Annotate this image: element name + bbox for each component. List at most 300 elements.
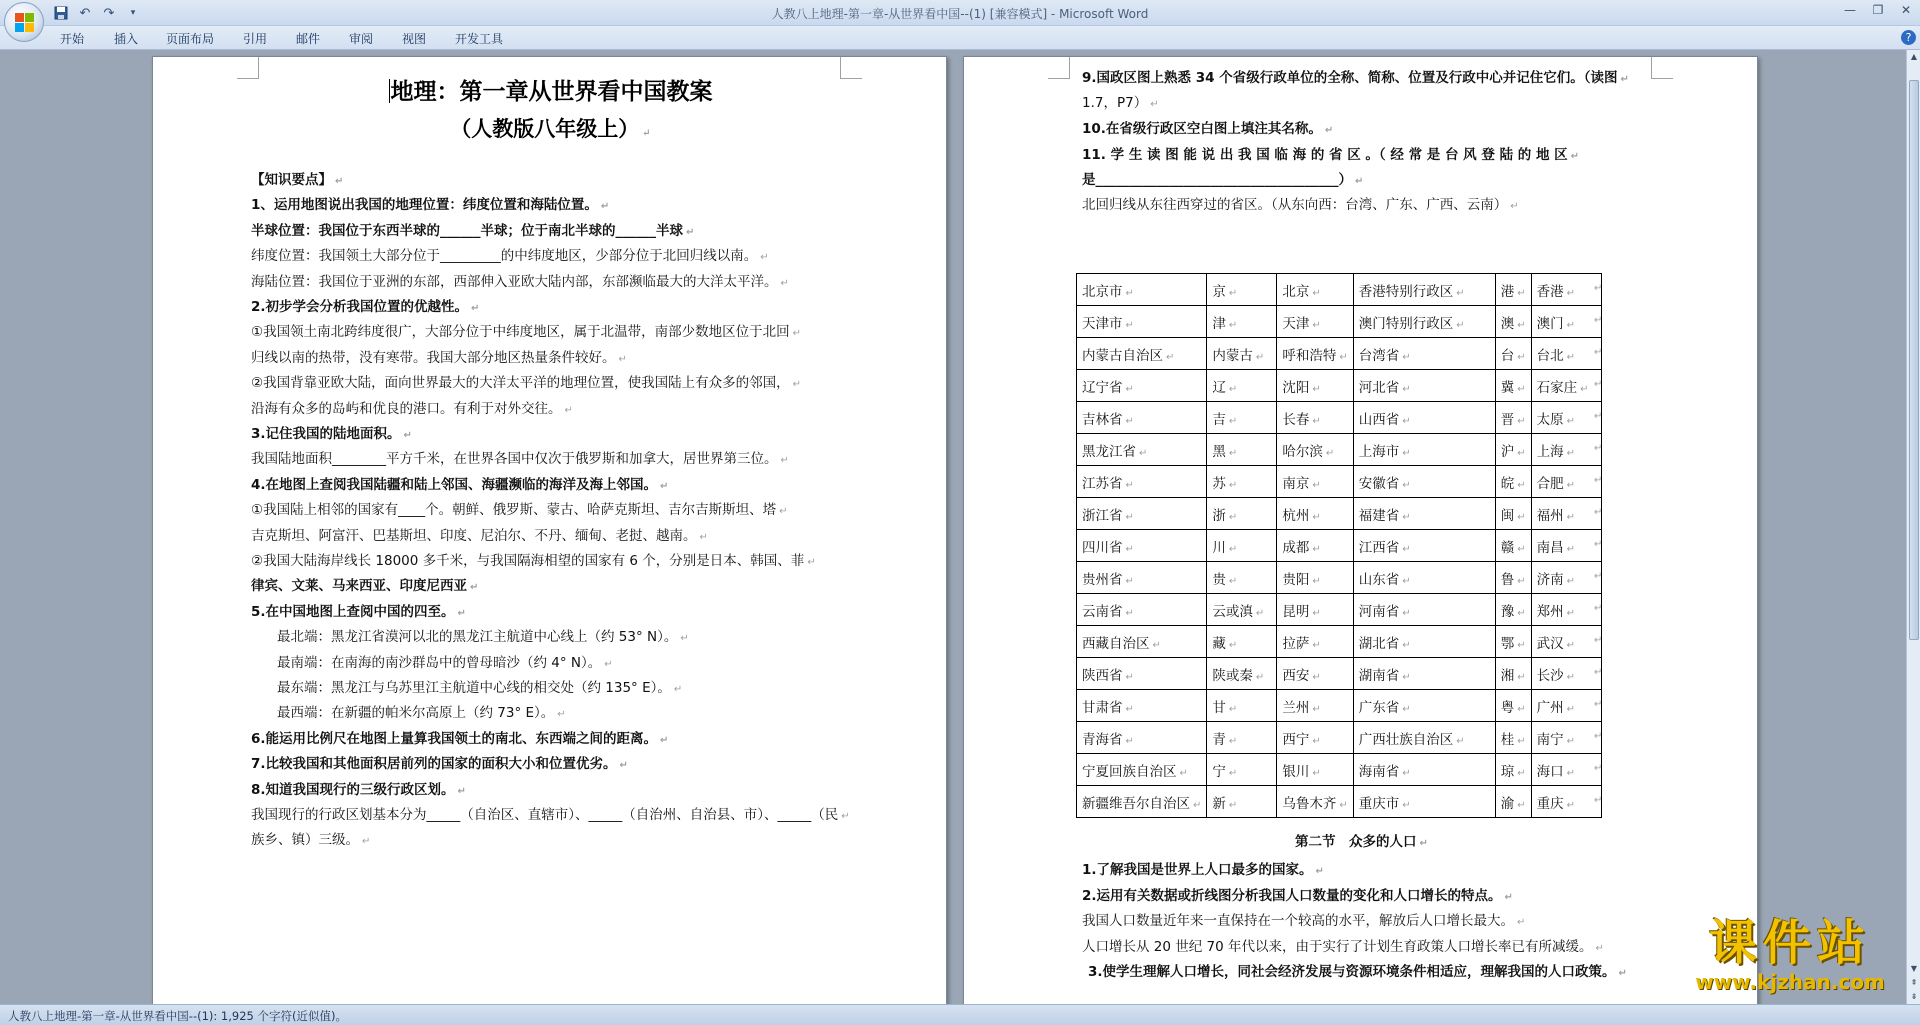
cell-text: 天津 [1282,315,1310,332]
paragraph-mark-icon: ↵ [660,734,669,746]
table-cell [1353,562,1495,594]
cell-mark-icon: ↵ [1517,735,1526,747]
table-cell [1353,306,1495,338]
paragraph-line [1082,861,1324,881]
paragraph-line [1082,146,1579,166]
paragraph-mark-icon: ↵ [1620,74,1629,85]
cell-mark-icon: ↵ [1325,447,1335,459]
help-icon[interactable]: ? [1901,30,1916,45]
table-cell [1277,722,1353,754]
cell-mark-icon: ↵ [1125,479,1134,491]
cell-mark-icon: ↵ [1312,543,1321,555]
cell-text: 南昌 [1536,539,1564,556]
cell-text: 宁 [1212,763,1226,780]
cell-text: 澳门 [1536,315,1564,332]
paragraph-line [251,577,478,597]
status-bar [0,1004,1920,1025]
table-cell [1077,626,1207,658]
table-cell [1495,306,1531,338]
table-cell [1207,530,1277,562]
paragraph-mark-icon: ↵ [619,760,628,772]
paragraph-mark-icon: ↵ [680,633,689,645]
cell-mark-icon: ↵ [1228,799,1238,811]
paragraph-line [251,349,627,369]
cell-mark-icon: ↵ [1402,671,1411,683]
table-cell [1207,466,1277,498]
cell-text: 津 [1212,315,1226,332]
cell-mark-icon: ↵ [1456,735,1465,747]
cell-text: 贵州省 [1082,571,1123,588]
cell-text: 陕或秦 [1212,667,1253,684]
window-controls [1836,0,1920,20]
ribbon-tab-bar [0,26,1920,50]
cell-text: 鄂 [1500,635,1515,652]
paragraph-mark-icon: ↵ [1517,917,1526,928]
cell-mark-icon: ↵ [1517,511,1526,523]
cell-mark-icon: ↵ [1228,479,1238,491]
cell-text: 澳 [1500,315,1515,332]
cell-mark-icon: ↵ [1517,479,1526,491]
paragraph-text: ②我国背靠亚欧大陆，面向世界最大的大洋太平洋的地理位置，使我国陆上有众多的邻国， [251,375,790,392]
paragraph-line [1082,938,1604,958]
cell-text: 银川 [1282,763,1310,780]
table-cell [1207,562,1277,594]
cell-mark-icon: ↵ [1125,543,1134,555]
cell-mark-icon: ↵ [1517,703,1526,715]
table-cell [1353,274,1495,306]
cell-text: 兰州 [1282,699,1310,716]
table-cell [1207,754,1277,786]
cell-text: 辽宁省 [1082,379,1123,396]
table-row [1077,402,1602,434]
table-row [1077,562,1602,594]
table-row [1077,754,1602,786]
vertical-scrollbar[interactable] [1906,50,1920,1004]
table-row [1077,274,1602,306]
cell-text: 浙 [1212,507,1226,524]
paragraph-mark-icon: ↵ [470,582,479,594]
tab-home[interactable]: 开始 [60,32,85,46]
paragraph-line [251,501,788,521]
maximize-icon[interactable]: ❐ [1872,3,1884,17]
table-cell [1277,402,1353,434]
cell-mark-icon: ↵ [1312,415,1321,427]
paragraph-text: 11. 学 生 读 图 能 说 出 我 国 临 海 的 省 区 。（ 经 常 是 台 风 登 陆 的 地 区 [1082,147,1568,163]
paragraph-mark-icon: ↵ [780,277,789,289]
paragraph-line [251,755,628,775]
paragraph-mark-icon: ↵ [471,303,480,314]
cell-mark-icon: ↵ [1312,639,1321,651]
paragraph-line [1082,171,1363,191]
cell-mark-icon: ↵ [1517,287,1526,299]
minimize-icon[interactable]: — [1844,3,1856,17]
cell-mark-icon: ↵ [1566,351,1576,363]
cell-text: 澳门特别行政区 [1358,315,1454,332]
table-cell [1353,434,1495,466]
table-cell [1495,498,1531,530]
paragraph-line [277,654,613,674]
cell-text: 乌鲁木齐 [1282,795,1337,812]
cell-mark-icon: ↵ [1517,671,1526,683]
cell-mark-icon: ↵ [1517,383,1526,395]
cell-mark-icon: ↵ [1312,383,1321,395]
table-cell [1495,466,1531,498]
cell-mark-icon: ↵ [1402,383,1411,395]
cell-mark-icon: ↵ [1566,799,1576,811]
cell-text: 北京市 [1082,283,1123,300]
cell-mark-icon: ↵ [1517,351,1526,363]
paragraph-mark-icon: ↵ [403,430,412,441]
paragraph-line [1082,912,1525,932]
cell-text: 黑 [1212,443,1226,460]
table-row [1077,722,1602,754]
table-cell [1077,658,1207,690]
table-cell [1495,402,1531,434]
tab-view[interactable]: 视图 [402,32,427,46]
paragraph-line [251,831,370,851]
table-cell [1277,530,1353,562]
cell-text: 甘肃省 [1082,699,1123,716]
table-row [1077,370,1602,402]
cell-mark-icon: ↵ [1125,703,1134,715]
cell-mark-icon: ↵ [1125,735,1134,747]
cell-text: 闽 [1500,507,1515,524]
cell-text: 天津市 [1082,315,1123,332]
paragraph-mark-icon: ↵ [699,531,708,543]
cell-text: 河南省 [1358,603,1400,620]
section-heading: 第二节 众多的人口 ↵ [1295,834,1428,850]
paragraph-text: 我国陆地面积________平方千米，在世界各国中仅次于俄罗斯和加拿大，居世界第三位。 [251,451,778,468]
table-cell [1277,562,1353,594]
cell-mark-icon: ↵ [1566,447,1576,459]
paragraph-mark-icon: ↵ [335,176,344,187]
cell-mark-icon: ↵ [1228,287,1238,299]
close-icon[interactable]: ✕ [1900,3,1912,17]
cell-text: 西安 [1282,667,1310,684]
table-row [1077,434,1602,466]
cell-text: 合肥 [1536,475,1564,492]
table-cell [1277,658,1353,690]
cell-text: 甘 [1212,699,1226,716]
table-cell [1495,754,1531,786]
cell-text: 吉 [1212,411,1226,428]
table-cell [1353,626,1495,658]
cell-text: 济南 [1536,571,1564,588]
paragraph-text: 我国现行的行政区划基本分为_____（自治区、直辖市）、_____（自治州、自治县、市）、_____（民 [251,807,839,823]
cell-text: 内蒙古 [1212,347,1253,364]
tab-review[interactable]: 审阅 [349,32,374,46]
paragraph-text: 1、运用地图说出我国的地理位置：纬度位置和海陆位置。 [251,197,598,214]
table-cell [1277,370,1353,402]
cell-text: 江苏省 [1082,475,1123,492]
paragraph-mark-icon: ↵ [1355,176,1364,187]
row-end-mark-icon: ↵ [1594,603,1603,614]
table-cell [1277,434,1353,466]
table-cell [1207,306,1277,338]
row-end-mark-icon: ↵ [1594,699,1603,710]
table-cell [1277,498,1353,530]
table-cell [1353,466,1495,498]
paragraph-text: 3.记住我国的陆地面积。 [251,426,401,442]
cell-mark-icon: ↵ [1402,543,1411,555]
text-cursor [389,79,390,103]
table-cell [1277,274,1353,306]
table-cell [1077,786,1207,818]
watermark-logo [1665,916,1915,1002]
cell-mark-icon: ↵ [1312,767,1321,779]
table-cell [1207,498,1277,530]
cell-mark-icon: ↵ [1517,767,1526,779]
cell-text: 哈尔滨 [1282,443,1323,460]
paragraph-mark-icon: ↵ [557,709,566,721]
cell-mark-icon: ↵ [1312,575,1321,587]
cell-mark-icon: ↵ [1125,671,1134,683]
cell-text: 山东省 [1358,571,1400,588]
row-end-mark-icon: ↵ [1594,667,1603,678]
paragraph-text: 是____________________________________） [1082,172,1352,188]
cell-text: 台北 [1536,347,1564,364]
cell-text: 粤 [1500,699,1515,716]
table-cell [1077,466,1207,498]
tab-insert[interactable]: 插入 [114,32,139,46]
paragraph-text: 最北端：黑龙江省漠河以北的黑龙江主航道中心线上（约 53° N）。 [277,629,678,646]
row-end-mark-icon: ↵ [1594,635,1603,646]
paragraph-text: 族乡、镇）三级。 [251,832,359,849]
dropdown-icon[interactable]: ▾ [130,8,136,18]
table-cell [1207,434,1277,466]
cell-mark-icon: ↵ [1517,639,1526,651]
paragraph-line [251,400,573,420]
row-end-mark-icon: ↵ [1594,539,1603,550]
next-page-icon[interactable]: ⇟ [1910,992,1918,1001]
cell-mark-icon: ↵ [1339,351,1348,363]
table-row [1077,786,1602,818]
paragraph-text: 10.在省级行政区空白图上填注其名称。 [1082,121,1322,137]
cell-mark-icon: ↵ [1228,735,1238,747]
table-cell [1495,562,1531,594]
table-cell [1531,274,1601,306]
cell-mark-icon: ↵ [1312,511,1321,523]
paragraph-text: 海陆位置：我国位于亚洲的东部，西部伸入亚欧大陆内部，东部濒临最大的大洋太平洋。 [251,273,778,290]
paragraph-mark-icon: ↵ [807,557,816,568]
cell-text: 西宁 [1282,731,1310,748]
paragraph-mark-icon: ↵ [1595,942,1604,954]
cell-mark-icon: ↵ [1339,799,1348,811]
margin-corner-mark [1651,57,1673,79]
cell-mark-icon: ↵ [1228,319,1238,331]
cell-mark-icon: ↵ [1255,607,1265,619]
table-cell [1077,338,1207,370]
paragraph-line [1082,887,1513,907]
cell-text: 广州 [1536,699,1564,716]
cell-mark-icon: ↵ [1566,511,1576,523]
table-cell [1353,658,1495,690]
cell-mark-icon: ↵ [1312,319,1321,331]
row-end-mark-icon: ↵ [1594,507,1603,518]
tab-mailings[interactable]: 邮件 [296,32,321,46]
paragraph-mark-icon: ↵ [1618,968,1627,979]
paragraph-mark-icon: ↵ [600,201,610,213]
table-cell [1207,786,1277,818]
table-cell [1277,594,1353,626]
previous-page-icon[interactable]: ⇞ [1910,978,1918,987]
cell-mark-icon: ↵ [1517,799,1526,811]
cell-text: 京 [1212,283,1226,300]
undo-icon[interactable]: ↶ [79,5,91,21]
cell-mark-icon: ↵ [1580,383,1589,395]
table-cell [1531,306,1601,338]
paragraph-line [251,450,789,470]
cell-text: 青海省 [1082,731,1123,748]
cell-mark-icon: ↵ [1228,703,1238,715]
table-cell [1495,338,1531,370]
table-cell [1277,690,1353,722]
paragraph-text: 我国人口数量近年来一直保持在一个较高的水平，解放后人口增长最大。 [1082,913,1514,929]
cell-text: 海口 [1536,763,1564,780]
page-right[interactable] [963,56,1758,1004]
cell-mark-icon: ↵ [1125,383,1134,395]
cell-text: 豫 [1500,603,1515,620]
cell-mark-icon: ↵ [1517,447,1526,459]
cell-text: 呼和浩特 [1282,347,1337,364]
page-left[interactable] [152,56,947,1004]
row-end-mark-icon: ↵ [1594,283,1603,294]
cell-text: 海南省 [1358,763,1400,780]
cell-mark-icon: ↵ [1228,511,1238,523]
cell-mark-icon: ↵ [1566,671,1576,683]
table-cell [1531,338,1601,370]
table-cell [1531,594,1601,626]
cell-text: 云或滇 [1212,603,1253,620]
cell-text: 上海 [1536,443,1564,460]
paragraph-line [251,196,609,216]
cell-text: 福建省 [1358,507,1400,524]
cell-mark-icon: ↵ [1566,415,1576,427]
cell-text: 郑州 [1536,603,1564,620]
cell-mark-icon: ↵ [1125,319,1134,331]
cell-mark-icon: ↵ [1402,799,1411,811]
cell-mark-icon: ↵ [1125,575,1134,587]
table-cell [1531,786,1601,818]
paragraph-mark-icon: ↵ [673,684,683,695]
table-cell [1277,626,1353,658]
table-row-end-marks [1594,273,1602,817]
table-cell [1207,690,1277,722]
cell-text: 贵 [1212,571,1226,588]
cell-mark-icon: ↵ [1402,767,1411,779]
cell-text: 黑龙江省 [1082,443,1136,460]
row-end-mark-icon: ↵ [1594,315,1603,326]
paragraph-line [251,247,769,267]
paragraph-text: 5.在中国地图上查阅中国的四至。 [251,603,455,620]
scroll-down-icon[interactable]: ▼ [1910,964,1918,973]
office-button[interactable] [4,2,44,42]
table-row [1077,466,1602,498]
tab-page-layout[interactable]: 页面布局 [166,32,215,46]
tab-references[interactable]: 引用 [243,32,268,46]
scroll-thumb[interactable] [1909,80,1919,640]
table-cell [1207,626,1277,658]
paragraph-text: 2.初步学会分析我国位置的优越性。 [251,299,469,315]
cell-mark-icon: ↵ [1517,575,1526,587]
paragraph-line [251,552,816,572]
cell-text: 太原 [1536,411,1564,428]
table-cell [1207,722,1277,754]
document-workspace [0,50,1906,1004]
cell-mark-icon: ↵ [1255,671,1265,683]
table-cell [1277,786,1353,818]
table-cell [1277,338,1353,370]
paragraph-mark-icon: ↵ [457,785,466,797]
cell-mark-icon: ↵ [1402,447,1411,459]
paragraph-line [251,730,668,750]
table-row [1077,498,1602,530]
paragraph-text: 半球位置：我国位于东西半球的______半球；位于南北半球的______半球 [251,222,683,239]
cell-text: 晋 [1500,411,1515,428]
paragraph-text: 人口增长从 20 世纪 70 年代以来，由于实行了计划生育政策人口增长率已有所减缓。 [1082,938,1593,955]
table-cell [1531,498,1601,530]
redo-icon[interactable]: ↷ [103,5,115,21]
watermark-url: www.kjzhan.com [1695,970,1885,994]
table-row [1077,626,1602,658]
table-cell [1277,306,1353,338]
paragraph-mark-icon: ↵ [1504,891,1513,903]
paragraph-line [251,222,694,242]
table-cell [1531,466,1601,498]
paragraph-mark-icon: ↵ [1324,125,1334,136]
cell-text: 南宁 [1536,731,1564,748]
cell-text: 吉林省 [1082,411,1123,428]
tab-developer[interactable]: 开发工具 [455,32,504,46]
table-row [1077,530,1602,562]
paragraph-line [277,679,682,699]
cell-text: 重庆市 [1358,795,1400,812]
paragraph-text: 纬度位置：我国领土大部分位于_________的中纬度地区，少部分位于北回归线以南。 [251,248,758,265]
paragraph-line [277,704,566,724]
cell-text: 新疆维吾尔自治区 [1082,795,1190,812]
cell-text: 重庆 [1536,795,1564,812]
cell-text: 长沙 [1536,667,1564,684]
scroll-up-icon[interactable]: ▲ [1910,52,1918,61]
paragraph-line [1082,196,1519,216]
table-cell [1077,498,1207,530]
paragraph-line [1082,120,1333,140]
table-row [1077,338,1602,370]
table-cell [1077,434,1207,466]
cell-mark-icon: ↵ [1402,479,1411,491]
cell-text: 武汉 [1536,635,1564,652]
cell-mark-icon: ↵ [1312,703,1321,715]
cell-text: 藏 [1212,635,1226,652]
cell-mark-icon: ↵ [1312,671,1321,683]
cell-text: 湘 [1500,667,1515,684]
cell-mark-icon: ↵ [1566,607,1576,619]
paragraph-mark-icon: ↵ [564,404,573,416]
paragraph-line [251,781,466,801]
cell-mark-icon: ↵ [1402,415,1411,427]
cell-mark-icon: ↵ [1402,703,1411,715]
table-cell [1077,594,1207,626]
row-end-mark-icon: ↵ [1594,475,1603,486]
table-cell [1495,626,1531,658]
row-end-mark-icon: ↵ [1594,763,1603,774]
paragraph-mark-icon: ↵ [760,252,769,264]
table-cell [1077,722,1207,754]
cell-mark-icon: ↵ [1193,799,1202,811]
table-cell [1077,562,1207,594]
table-cell [1495,594,1531,626]
paragraph-mark-icon: ↵ [1315,866,1324,877]
